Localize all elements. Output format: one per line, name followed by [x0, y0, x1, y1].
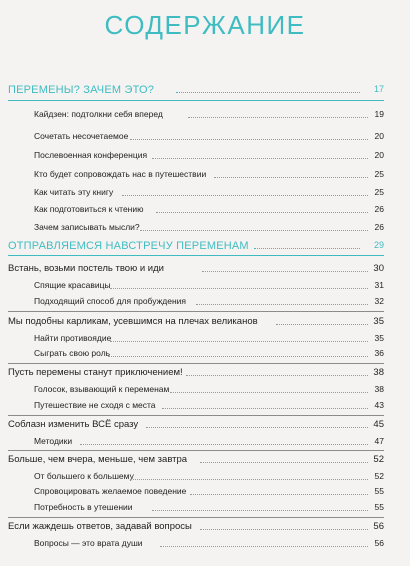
dot-leader — [160, 546, 368, 547]
dot-leader — [176, 92, 360, 93]
dot-leader — [140, 230, 368, 231]
toc-chapter: Соблазн изменить ВСЁ сразу 45 — [8, 419, 384, 430]
toc-entry: От большего к большему 52 — [34, 471, 384, 481]
dot-leader — [130, 139, 368, 140]
section-rule — [8, 255, 384, 256]
dot-leader — [110, 288, 368, 289]
toc-chapter: Встань, возьми постель твою и иди 30 — [8, 263, 384, 274]
toc-entry: Сыграть свою роль 36 — [34, 348, 384, 358]
section-heading-2 — [8, 240, 384, 254]
section-heading-page: 29 — [373, 240, 384, 250]
toc-chapter: Больше, чем вчера, меньше, чем завтра 52 — [8, 454, 384, 465]
group-separator — [8, 363, 384, 364]
dot-leader — [200, 462, 368, 463]
group-separator — [8, 311, 384, 312]
toc-entry: Вопросы — это врата души 56 — [34, 538, 384, 548]
section-heading-label: ОТПРАВЛЯЕМСЯ НАВСТРЕЧУ ПЕРЕМЕНАМ — [8, 240, 249, 252]
page-title: СОДЕРЖАНИЕ — [104, 10, 306, 40]
toc-entry: Найти противоядие 35 — [34, 333, 384, 343]
toc-entry: Методики 47 — [34, 436, 384, 446]
dot-leader — [254, 248, 360, 249]
toc-entry: Голосок, взывающий к переменам 38 — [34, 384, 384, 394]
toc-entry: Сочетать несочетаемое 20 — [34, 131, 384, 141]
dot-leader — [162, 408, 368, 409]
dot-leader — [276, 324, 368, 325]
dot-leader — [196, 304, 368, 305]
toc-chapter: Пусть перемены станут приключением! 38 — [8, 367, 384, 378]
toc-entry: Как подготовиться к чтению 26 — [34, 204, 384, 214]
dot-leader — [110, 341, 368, 342]
dot-leader — [108, 356, 368, 357]
dot-leader — [202, 271, 368, 272]
section-rule — [8, 100, 384, 101]
dot-leader — [80, 444, 368, 445]
toc-entry: Спровоцировать желаемое поведение 55 — [34, 486, 384, 496]
dot-leader — [214, 177, 368, 178]
dot-leader — [152, 510, 368, 511]
group-separator — [8, 450, 384, 451]
dot-leader — [190, 494, 368, 495]
toc-entry: Спящие красавицы 31 — [34, 280, 384, 290]
dot-leader — [200, 529, 368, 530]
group-separator — [8, 517, 384, 518]
section-heading-1 — [8, 84, 384, 98]
toc-chapter: Мы подобны карликам, усевшимся на плечах великанов 35 — [8, 316, 384, 327]
dot-leader — [152, 158, 368, 159]
toc-entry: Потребность в утешении 55 — [34, 502, 384, 512]
toc-entry: Как читать эту книгу 25 — [34, 187, 384, 197]
toc-entry: Путешествие не сходя с места 43 — [34, 400, 384, 410]
toc-entry: Подходящий способ для пробуждения 32 — [34, 296, 384, 306]
dot-leader — [156, 212, 368, 213]
toc-chapter: Если жаждешь ответов, задавай вопросы 56 — [8, 521, 384, 532]
dot-leader — [122, 195, 368, 196]
dot-leader — [170, 392, 368, 393]
toc-entry: Зачем записывать мысли? 26 — [34, 222, 384, 232]
section-heading-page: 17 — [373, 84, 384, 94]
toc-entry: Кайдзен: подтолкни себя вперед 19 — [34, 109, 384, 119]
dot-leader — [186, 375, 368, 376]
group-separator — [8, 415, 384, 416]
dot-leader — [130, 479, 368, 480]
dot-leader — [146, 427, 368, 428]
dot-leader — [188, 117, 368, 118]
toc-entry: Послевоенная конференция 20 — [34, 150, 384, 160]
section-heading-label: ПЕРЕМЕНЫ? ЗАЧЕМ ЭТО? — [8, 84, 155, 96]
toc-entry: Кто будет сопровождать нас в путешествии 25 — [34, 169, 384, 179]
